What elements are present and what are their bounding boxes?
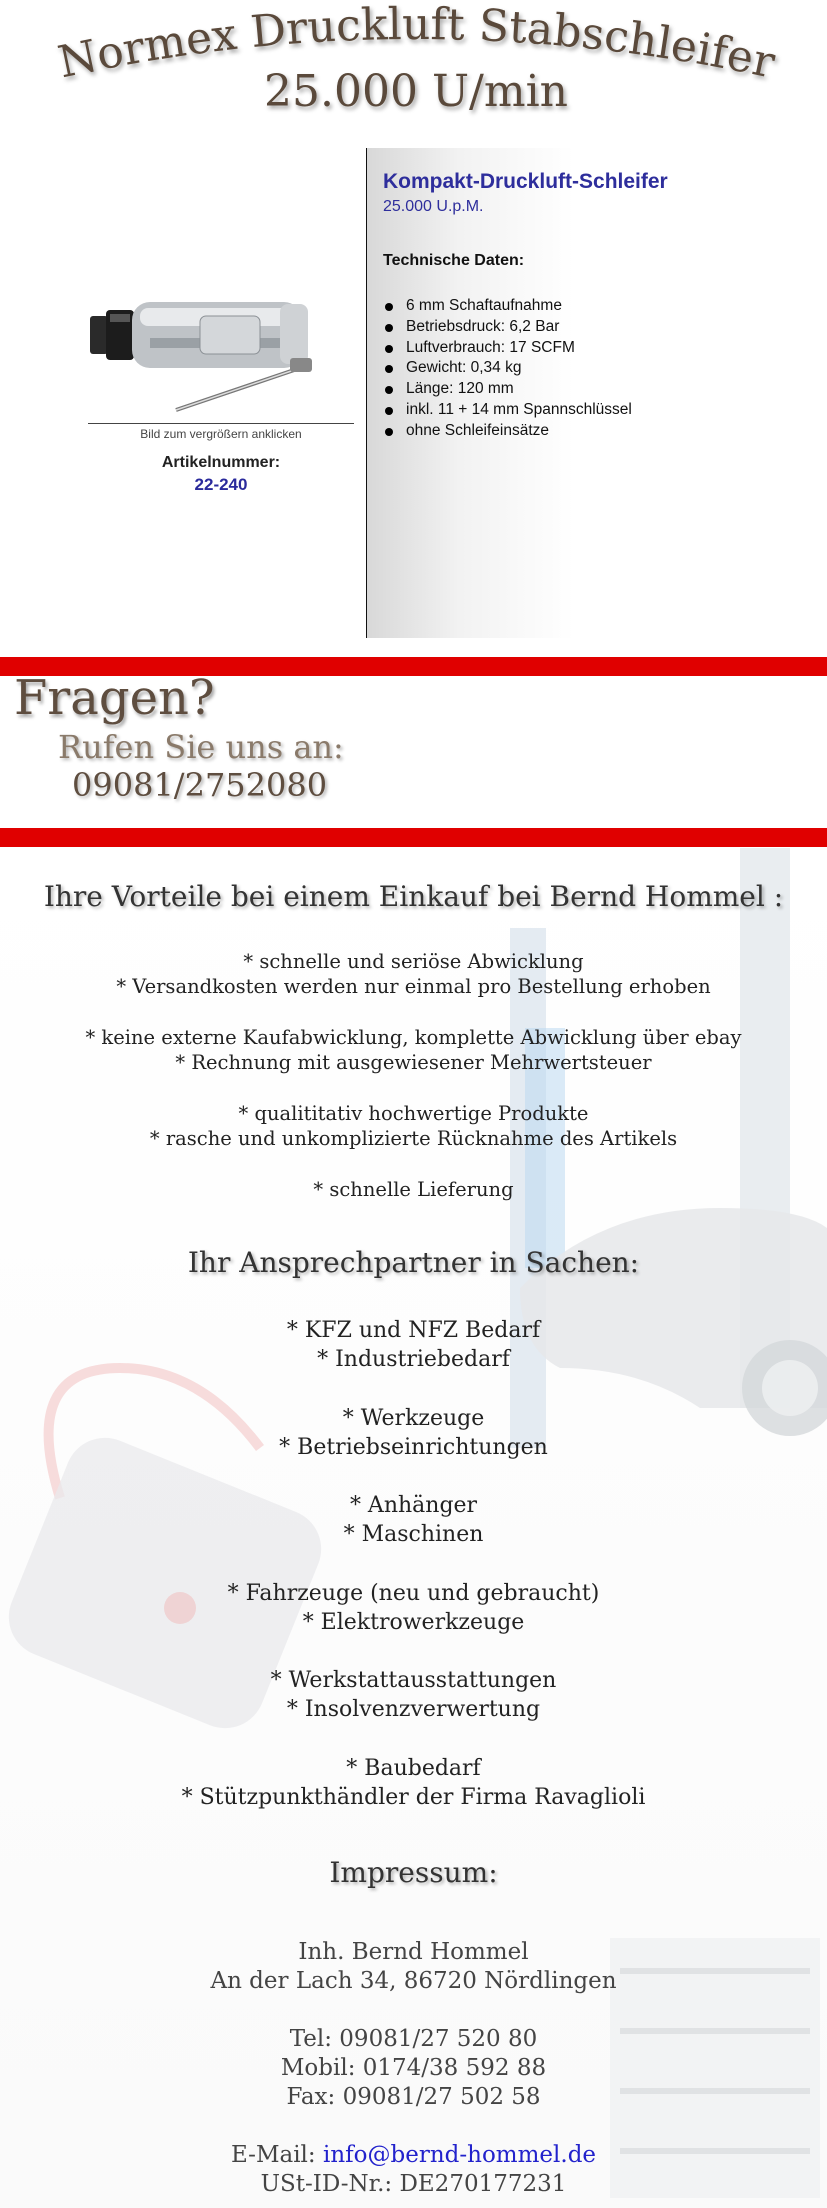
impressum-heading: Impressum:	[329, 1856, 498, 1889]
bullet-icon	[385, 428, 393, 436]
spec-item: inkl. 11 + 14 mm Spannschlüssel	[383, 400, 632, 421]
image-caption[interactable]: Bild zum vergrößern anklicken	[140, 427, 302, 441]
email-link[interactable]: info@bernd-hommel.de	[322, 2142, 597, 2168]
partner-item: * Maschinen	[343, 1522, 484, 1547]
spec-item: Betriebsdruck: 6,2 Bar	[383, 317, 632, 338]
vertical-divider	[366, 148, 367, 638]
advantage-item: * rasche und unkomplizierte Rücknahme des Artikels	[149, 1127, 678, 1150]
partner-item: * Anhänger	[349, 1493, 478, 1518]
impressum-mobile: Mobil: 0174/38 592 88	[280, 2055, 547, 2081]
advantage-item: * Rechnung mit ausgewiesener Mehrwertsteuer	[175, 1051, 652, 1074]
banner-phone: 09081/2752080	[72, 766, 328, 804]
partner-item: * Insolvenzverwertung	[286, 1697, 541, 1722]
partner-item: * Elektrowerkzeuge	[302, 1610, 525, 1635]
spec-item: ohne Schleifeinsätze	[383, 421, 632, 442]
impressum-email-line	[0, 2141, 827, 2170]
bullet-icon	[385, 365, 393, 373]
bullet-icon	[385, 324, 393, 332]
tech-data-label: Technische Daten:	[383, 252, 525, 269]
spec-list	[383, 296, 632, 442]
info-section	[0, 848, 827, 2208]
call-us-text: Rufen Sie uns an:	[58, 728, 344, 766]
page-header	[0, 0, 827, 140]
advantage-item: * qualititativ hochwertige Produkte	[238, 1102, 589, 1125]
partner-item: * Werkstattausstattungen	[270, 1668, 557, 1693]
partner-item: * Betriebseinrichtungen	[279, 1435, 548, 1460]
partner-item: * Fahrzeuge (neu und gebraucht)	[227, 1581, 600, 1606]
red-band-bottom	[0, 828, 827, 847]
article-number-label: Artikelnummer:	[161, 454, 281, 471]
advantage-item: * schnelle Lieferung	[313, 1178, 514, 1201]
email-label: E-Mail:	[230, 2142, 323, 2168]
partner-item: * Baubedarf	[346, 1756, 481, 1781]
partner-item: * Industriebedarf	[317, 1347, 510, 1372]
product-subtitle: 25.000 U.p.M.	[383, 198, 484, 215]
advantage-item: * schnelle und seriöse Abwicklung	[243, 950, 584, 973]
bullet-icon	[385, 386, 393, 394]
impressum-owner: Inh. Bernd Hommel	[298, 1939, 529, 1965]
impressum-vat-id: USt-ID-Nr.: DE270177231	[260, 2171, 567, 2197]
impressum-address: An der Lach 34, 86720 Nördlingen	[210, 1968, 617, 1994]
partner-item: * KFZ und NFZ Bedarf	[286, 1318, 541, 1343]
question-heading: Fragen?	[14, 670, 215, 726]
spec-item: Luftverbrauch: 17 SCFM	[383, 338, 632, 359]
partner-item: * Werkzeuge	[342, 1406, 485, 1431]
header-title-line2: 25.000 U/min	[264, 66, 568, 117]
advantage-item: * Versandkosten werden nur einmal pro Bestellung erhoben	[116, 975, 711, 998]
impressum-fax: Fax: 09081/27 502 58	[286, 2084, 541, 2110]
advantage-item: * keine externe Kaufabwicklung, komplette Abwicklung über ebay	[85, 1026, 742, 1049]
bullet-icon	[385, 407, 393, 415]
bullet-icon	[385, 303, 393, 311]
spec-item: 6 mm Schaftaufnahme	[383, 296, 632, 317]
partner-item: * Stützpunkthändler der Firma Ravaglioli	[181, 1785, 646, 1810]
advantages-heading: Ihre Vorteile bei einem Einkauf bei Bernd Hommel :	[43, 880, 784, 913]
impressum-tel: Tel: 09081/27 520 80	[289, 2026, 538, 2052]
partner-heading: Ihr Ansprechpartner in Sachen:	[187, 1246, 640, 1279]
product-title: Kompakt-Druckluft-Schleifer	[383, 170, 668, 193]
image-divider	[88, 423, 354, 424]
product-section	[0, 148, 827, 638]
spec-item: Gewicht: 0,34 kg	[383, 358, 632, 379]
bullet-icon	[385, 345, 393, 353]
product-image[interactable]	[80, 238, 360, 418]
article-number: 22-240	[194, 475, 248, 494]
spec-item: Länge: 120 mm	[383, 379, 632, 400]
header-title-line1: Normex Druckluft Stabschleifer	[53, 0, 780, 89]
